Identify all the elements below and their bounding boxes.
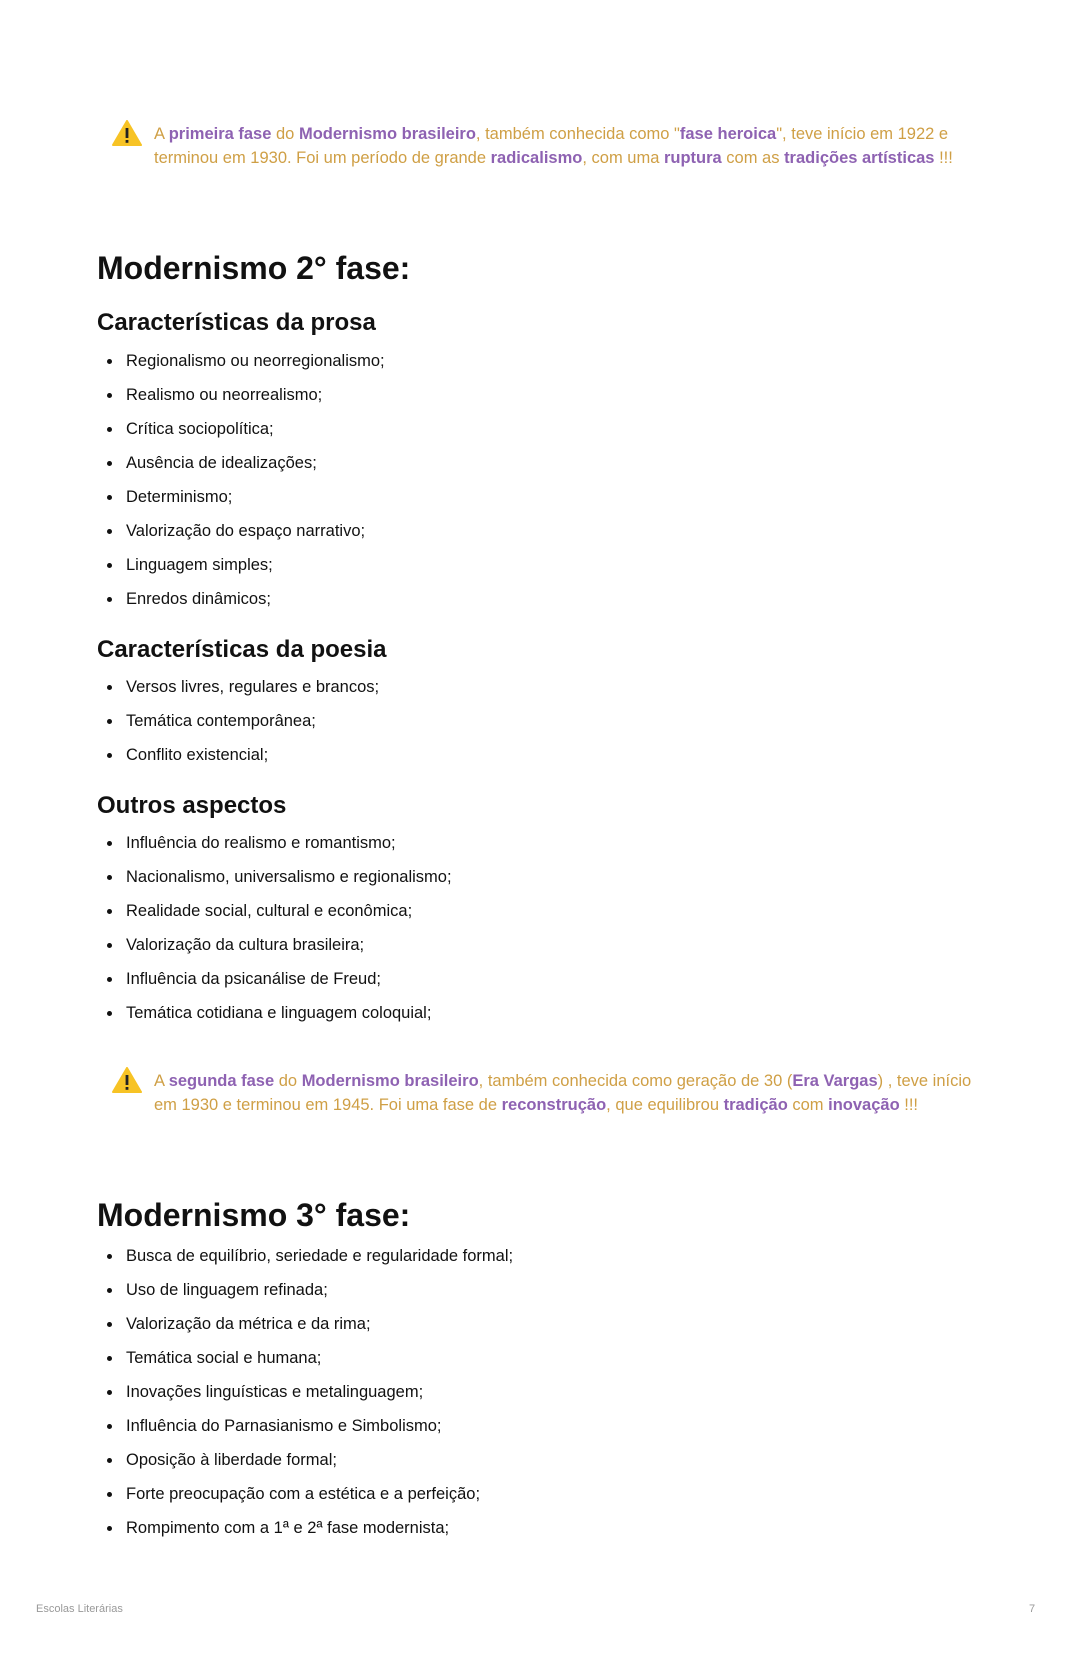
text-span: com — [787, 1096, 829, 1114]
list-prosa — [97, 344, 385, 616]
list-item: Valorização da cultura brasileira; — [97, 928, 452, 962]
list-item: Forte preocupação com a estética e a perfeição; — [97, 1477, 513, 1511]
highlight-text: tradição — [723, 1096, 788, 1114]
list-item: Temática social e humana; — [97, 1341, 513, 1375]
text-span: , que equilibrou — [606, 1096, 724, 1114]
warning-icon — [112, 1067, 142, 1093]
list-item: Uso de linguagem refinada; — [97, 1273, 513, 1307]
list-outros — [97, 826, 452, 1030]
list-item: Realidade social, cultural e econômica; — [97, 894, 452, 928]
text-span: ", teve início em 1922 e terminou em 1930. Foi um período de grande — [154, 125, 949, 167]
list-item: Oposição à liberdade formal; — [97, 1443, 513, 1477]
callout-text — [154, 1069, 972, 1117]
text-span: , com uma — [582, 149, 664, 167]
page-number: 7 — [1029, 1603, 1036, 1615]
text-span: !!! — [934, 149, 953, 167]
highlight-text: reconstrução — [501, 1096, 607, 1114]
text-span: , também conhecida como geração de 30 ( — [478, 1072, 793, 1090]
list-item: Ausência de idealizações; — [97, 446, 385, 480]
highlight-text: fase heroica — [679, 125, 777, 143]
list-item: Influência do Parnasianismo e Simbolismo; — [97, 1409, 513, 1443]
list-item: Influência do realismo e romantismo; — [97, 826, 452, 860]
list-item: Rompimento com a 1ª e 2ª fase modernista; — [97, 1511, 513, 1545]
callout-first-phase — [112, 122, 972, 170]
list-item: Determinismo; — [97, 480, 385, 514]
highlight-text: ruptura — [663, 149, 722, 167]
text-span: , também conhecida como " — [475, 125, 680, 143]
heading-prosa: Características da prosa — [97, 309, 376, 336]
heading-poesia: Características da poesia — [97, 636, 387, 663]
text-span: do — [271, 125, 299, 143]
list-item: Busca de equilíbrio, seriedade e regularidade formal; — [97, 1239, 513, 1273]
text-span: !!! — [899, 1096, 918, 1114]
callout-second-phase — [112, 1069, 972, 1117]
list-poesia — [97, 670, 379, 772]
highlight-text: primeira fase — [168, 125, 272, 143]
list-item: Conflito existencial; — [97, 738, 379, 772]
list-item: Inovações linguísticas e metalinguagem; — [97, 1375, 513, 1409]
footer-title: Escolas Literárias — [36, 1603, 123, 1615]
list-item: Influência da psicanálise de Freud; — [97, 962, 452, 996]
highlight-text: Era Vargas — [792, 1072, 878, 1090]
list-item: Valorização da métrica e da rima; — [97, 1307, 513, 1341]
callout-text — [154, 122, 972, 170]
text-span: do — [274, 1072, 302, 1090]
highlight-text: radicalismo — [490, 149, 583, 167]
text-span: com as — [721, 149, 785, 167]
list-item: Valorização do espaço narrativo; — [97, 514, 385, 548]
highlight-text: Modernismo brasileiro — [298, 125, 476, 143]
highlight-text: inovação — [828, 1096, 900, 1114]
heading-fase-2: Modernismo 2° fase: — [97, 250, 411, 286]
text-span: ) , teve início em 1930 e terminou em 1945. Foi uma fase de — [154, 1072, 972, 1114]
list-item: Nacionalismo, universalismo e regionalismo; — [97, 860, 452, 894]
list-item: Realismo ou neorrealismo; — [97, 378, 385, 412]
heading-outros: Outros aspectos — [97, 792, 287, 819]
list-item: Versos livres, regulares e brancos; — [97, 670, 379, 704]
list-item: Regionalismo ou neorregionalismo; — [97, 344, 385, 378]
text-span: A — [154, 1072, 169, 1090]
highlight-text: segunda fase — [168, 1072, 275, 1090]
list-item: Linguagem simples; — [97, 548, 385, 582]
list-item: Temática contemporânea; — [97, 704, 379, 738]
list-item: Crítica sociopolítica; — [97, 412, 385, 446]
list-fase-3 — [97, 1239, 513, 1545]
text-span: A — [154, 125, 169, 143]
heading-fase-3: Modernismo 3° fase: — [97, 1197, 411, 1233]
list-item: Temática cotidiana e linguagem coloquial; — [97, 996, 452, 1030]
warning-icon — [112, 120, 142, 146]
list-item: Enredos dinâmicos; — [97, 582, 385, 616]
highlight-text: Modernismo brasileiro — [301, 1072, 479, 1090]
highlight-text: tradições artísticas — [784, 149, 935, 167]
